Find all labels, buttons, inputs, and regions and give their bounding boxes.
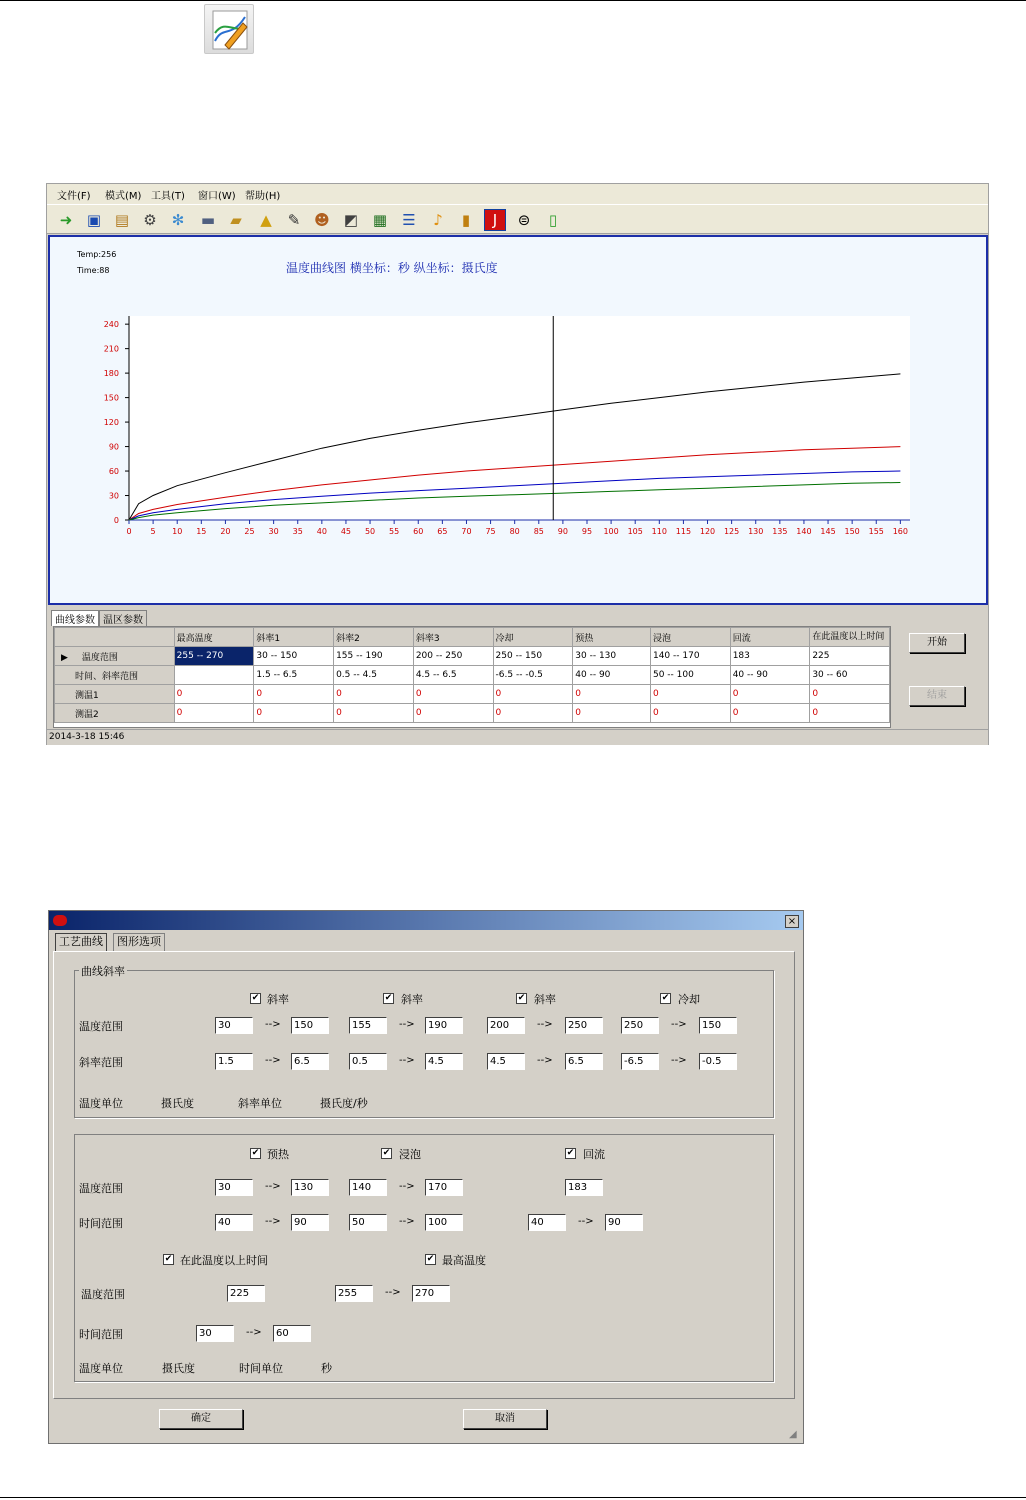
slope2-checkbox[interactable]: ✔ xyxy=(384,993,393,1003)
table-cell[interactable]: 0 xyxy=(334,685,414,704)
table-header-cell: 斜率3 xyxy=(413,628,493,647)
temp-unit-value: 摄氏度 xyxy=(161,1097,194,1110)
x-tick-label: 10 xyxy=(172,527,183,536)
fan-icon[interactable]: ✻ xyxy=(171,210,185,229)
slope3-temp-from[interactable]: 200 xyxy=(487,1017,525,1034)
table-header-cell: 浸泡 xyxy=(650,628,730,647)
table-cell[interactable]: 30 -- 130 xyxy=(573,647,651,666)
arrow: --> xyxy=(537,1055,553,1066)
group-title: 曲线斜率 xyxy=(81,965,125,978)
y-tick-label: 60 xyxy=(108,467,119,477)
table-cell[interactable]: 155 -- 190 xyxy=(334,647,414,666)
temp-unit-label: 温度单位 xyxy=(79,1362,123,1375)
x-tick-label: 55 xyxy=(389,527,400,536)
table-row[interactable] xyxy=(55,685,890,704)
chain-icon[interactable]: ⊜ xyxy=(517,210,531,229)
monitor-icon[interactable]: ▦ xyxy=(372,210,388,229)
temp-unit-value: 摄氏度 xyxy=(162,1362,195,1375)
x-tick-label: 35 xyxy=(292,527,303,536)
cooling-label: 冷却 xyxy=(678,993,700,1006)
temperature-chart-panel xyxy=(48,235,988,605)
max-temp-to[interactable]: 270 xyxy=(412,1285,450,1302)
preheat-time-to[interactable]: 90 xyxy=(291,1214,329,1231)
table-cell[interactable]: 50 -- 100 xyxy=(650,666,730,685)
table-row[interactable] xyxy=(55,704,890,723)
menu-tools[interactable]: 工具(T) xyxy=(151,191,185,202)
slope1-temp-from[interactable]: 30 xyxy=(215,1017,253,1034)
table-header-cell: 冷却 xyxy=(493,628,573,647)
table-cell[interactable]: 255 -- 270 xyxy=(174,647,254,666)
printer-icon[interactable]: ▬ xyxy=(200,210,216,229)
table-cell[interactable]: 30 -- 150 xyxy=(254,647,334,666)
above-time-from[interactable]: 30 xyxy=(196,1325,234,1342)
x-tick-label: 70 xyxy=(461,527,472,536)
file-open-icon[interactable]: ▤ xyxy=(114,210,130,229)
slope1-label: 斜率 xyxy=(267,993,289,1006)
app-window xyxy=(46,183,989,745)
param-table xyxy=(54,627,890,723)
cooling-temp-from[interactable]: 250 xyxy=(621,1017,659,1034)
table-cell[interactable]: 250 -- 150 xyxy=(493,647,573,666)
page-top-rule xyxy=(0,0,1026,1)
x-tick-label: 90 xyxy=(557,527,568,536)
max-temp-from[interactable]: 255 xyxy=(335,1285,373,1302)
x-tick-label: 125 xyxy=(723,527,740,536)
preheat-temp-from[interactable]: 30 xyxy=(215,1179,253,1196)
x-tick-label: 80 xyxy=(509,527,520,536)
x-tick-label: 85 xyxy=(533,527,544,536)
x-tick-label: 100 xyxy=(603,527,619,536)
y-tick-label: 240 xyxy=(103,320,119,330)
x-tick-label: 5 xyxy=(150,527,156,536)
x-tick-label: 145 xyxy=(820,527,836,536)
x-tick-label: 30 xyxy=(268,527,279,536)
slope3-label: 斜率 xyxy=(534,993,556,1006)
status-bar: 2014-3-18 15:46 xyxy=(47,729,988,745)
table-cell[interactable] xyxy=(174,666,254,685)
resize-grip-icon[interactable]: ◢ xyxy=(789,1429,797,1440)
preheat-label: 预热 xyxy=(267,1148,289,1161)
table-cell[interactable]: 0 xyxy=(810,685,890,704)
curve-slope-group xyxy=(74,965,774,1118)
table-cell[interactable]: 0 xyxy=(650,685,730,704)
reflow-time-to[interactable]: 90 xyxy=(605,1214,643,1231)
battery-icon[interactable]: ▯ xyxy=(548,210,558,229)
table-cell[interactable]: 0 xyxy=(334,704,414,723)
table-header-cell: 斜率2 xyxy=(334,628,414,647)
logo-jt-icon[interactable]: J xyxy=(484,209,506,231)
y-tick-label: 90 xyxy=(108,442,119,452)
table-cell[interactable]: 200 -- 250 xyxy=(413,647,493,666)
max-temp-checkbox[interactable]: ✔ xyxy=(426,1254,435,1264)
above-temp-value[interactable]: 225 xyxy=(227,1285,265,1302)
table-cell[interactable]: 225 xyxy=(810,647,890,666)
x-tick-label: 25 xyxy=(244,527,255,536)
x-tick-label: 115 xyxy=(675,527,692,536)
cooling-checkbox[interactable]: ✔ xyxy=(661,993,670,1003)
settings-gear-icon[interactable]: ⚙ xyxy=(143,210,157,229)
tab-process-curve[interactable]: 工艺曲线 xyxy=(55,933,107,951)
soak-temp-to[interactable]: 170 xyxy=(425,1179,463,1196)
arrow: --> xyxy=(399,1055,415,1066)
table-cell[interactable]: 183 xyxy=(730,647,810,666)
tab-graph-options[interactable]: 图形选项 xyxy=(113,933,165,951)
slope2-rate-from[interactable]: 0.5 xyxy=(349,1053,387,1070)
arrow: --> xyxy=(246,1327,262,1338)
notebook-icon[interactable]: ▮ xyxy=(461,210,471,229)
x-tick-label: 15 xyxy=(196,527,207,536)
temp-range-label: 温度范围 xyxy=(79,1182,123,1195)
arrow: --> xyxy=(537,1019,553,1030)
y-tick-label: 120 xyxy=(103,418,119,428)
chart-title: 温度曲线图 横坐标：秒 纵坐标：摄氏度 xyxy=(286,261,498,275)
dialog-title-bar[interactable] xyxy=(49,911,803,930)
x-tick-label: 50 xyxy=(364,527,376,536)
slope3-temp-to[interactable]: 250 xyxy=(565,1017,603,1034)
slope1-checkbox[interactable]: ✔ xyxy=(251,993,260,1003)
exit-icon[interactable]: ➜ xyxy=(59,210,73,229)
table-cell[interactable]: 0 xyxy=(730,685,810,704)
bottom-tab-row xyxy=(47,608,988,626)
x-tick-label: 75 xyxy=(485,527,496,536)
table-row[interactable] xyxy=(55,647,890,666)
table-header-cell: 预热 xyxy=(573,628,651,647)
x-tick-label: 60 xyxy=(413,527,424,536)
table-header-cell xyxy=(55,628,175,647)
row-header-label: 温度范围 xyxy=(81,652,118,663)
slope3-rate-from[interactable]: 4.5 xyxy=(487,1053,525,1070)
toolbar xyxy=(47,204,988,234)
table-cell[interactable]: 0 xyxy=(573,685,651,704)
arrow: --> xyxy=(265,1019,281,1030)
slope1-rate-from[interactable]: 1.5 xyxy=(215,1053,253,1070)
cooling-rate-to[interactable]: -0.5 xyxy=(699,1053,737,1070)
table-cell[interactable]: 0 xyxy=(254,704,334,723)
slope1-temp-to[interactable]: 150 xyxy=(291,1017,329,1034)
arrow: --> xyxy=(265,1181,281,1192)
x-tick-label: 120 xyxy=(699,527,716,536)
page-bottom-rule xyxy=(0,1497,1026,1498)
table-cell[interactable]: 40 -- 90 xyxy=(573,666,651,685)
table-cell[interactable]: 0 xyxy=(413,685,493,704)
process-curve-dialog xyxy=(48,910,804,1444)
arrow: --> xyxy=(578,1216,594,1227)
param-grid xyxy=(53,626,891,728)
above-temp-label: 在此温度以上时间 xyxy=(180,1254,268,1267)
preheat-time-from[interactable]: 40 xyxy=(215,1214,253,1231)
x-tick-label: 45 xyxy=(340,527,352,536)
table-cell[interactable]: 0 xyxy=(413,704,493,723)
slope-range-label: 斜率范围 xyxy=(79,1056,123,1069)
slope3-checkbox[interactable]: ✔ xyxy=(517,993,526,1003)
x-tick-label: 105 xyxy=(627,527,643,536)
soak-label: 浸泡 xyxy=(399,1148,421,1161)
x-tick-label: 20 xyxy=(220,527,231,536)
reflow-temp[interactable]: 183 xyxy=(565,1179,603,1196)
temp-range-label: 温度范围 xyxy=(79,1020,123,1033)
row-marker: ▶ xyxy=(61,652,68,663)
table-row[interactable] xyxy=(55,666,890,685)
table-cell[interactable]: 0 xyxy=(730,704,810,723)
alarm-bell-icon[interactable]: ♪ xyxy=(433,210,443,229)
x-tick-label: 40 xyxy=(316,527,327,536)
table-cell[interactable]: 0 xyxy=(810,704,890,723)
save-icon[interactable]: ▣ xyxy=(86,210,102,229)
slope2-rate-to[interactable]: 4.5 xyxy=(425,1053,463,1070)
x-tick-label: 150 xyxy=(844,527,860,536)
dialog-tab-panel xyxy=(53,951,795,1399)
stop-button[interactable]: 结束 xyxy=(909,686,965,706)
temp-readout: Temp:256 xyxy=(77,250,117,259)
users-icon[interactable]: ☻ xyxy=(314,210,330,229)
plot-area xyxy=(129,316,910,520)
y-tick-label: 150 xyxy=(103,393,119,403)
cancel-button[interactable]: 取消 xyxy=(463,1409,547,1429)
table-cell[interactable]: 0 xyxy=(493,685,573,704)
slope-unit-label: 斜率单位 xyxy=(238,1097,282,1110)
y-tick-label: 0 xyxy=(113,516,119,525)
temp-range-label: 温度范围 xyxy=(81,1288,125,1301)
lock-icon[interactable]: ▲ xyxy=(260,210,272,229)
y-tick-label: 180 xyxy=(103,369,119,379)
temperature-curve-chart xyxy=(50,237,986,603)
time-unit-value: 秒 xyxy=(321,1362,332,1375)
soak-temp-from[interactable]: 140 xyxy=(349,1179,387,1196)
x-tick-label: 130 xyxy=(748,527,764,536)
row-header-label: 测温2 xyxy=(55,704,175,723)
curve-edit-icon[interactable]: ◩ xyxy=(343,210,359,229)
x-tick-label: 155 xyxy=(868,527,884,536)
row-header-label: 时间、斜率范围 xyxy=(55,666,175,685)
y-tick-label: 30 xyxy=(108,491,119,501)
table-cell[interactable]: 4.5 -- 6.5 xyxy=(413,666,493,685)
arrow: --> xyxy=(265,1055,281,1066)
slope2-temp-to[interactable]: 190 xyxy=(425,1017,463,1034)
slope2-label: 斜率 xyxy=(401,993,423,1006)
app-logo-icon xyxy=(53,915,67,926)
slope3-rate-to[interactable]: 6.5 xyxy=(565,1053,603,1070)
table-cell[interactable]: 1.5 -- 6.5 xyxy=(254,666,334,685)
cooling-temp-to[interactable]: 150 xyxy=(699,1017,737,1034)
tab-curve-params[interactable]: 曲线参数 xyxy=(51,610,99,626)
cooling-rate-from[interactable]: -6.5 xyxy=(621,1053,659,1070)
wrench-icon[interactable]: ✎ xyxy=(287,210,301,229)
x-tick-label: 140 xyxy=(796,527,812,536)
slope1-rate-to[interactable]: 6.5 xyxy=(291,1053,329,1070)
table-cell[interactable]: 140 -- 170 xyxy=(650,647,730,666)
time-range-label: 时间范围 xyxy=(79,1217,123,1230)
table-cell[interactable]: 0 xyxy=(650,704,730,723)
above-time-to[interactable]: 60 xyxy=(273,1325,311,1342)
time-readout: Time:88 xyxy=(77,266,110,275)
table-cell[interactable]: 0 xyxy=(573,704,651,723)
table-cell[interactable]: 0 xyxy=(174,685,254,704)
table-header-cell: 在此温度以上时间 xyxy=(810,628,890,647)
table-cell[interactable]: 40 -- 90 xyxy=(730,666,810,685)
reflow-checkbox[interactable]: ✔ xyxy=(566,1148,575,1158)
arrow: --> xyxy=(399,1181,415,1192)
soak-time-to[interactable]: 100 xyxy=(425,1214,463,1231)
x-tick-label: 95 xyxy=(581,527,593,536)
table-header-cell: 斜率1 xyxy=(254,628,334,647)
table-cell[interactable]: 0 xyxy=(174,704,254,723)
close-button[interactable]: × xyxy=(785,915,799,928)
table-header-row xyxy=(55,628,890,647)
arrow: --> xyxy=(671,1019,687,1030)
reflow-time-from[interactable]: 40 xyxy=(528,1214,566,1231)
arrow: --> xyxy=(399,1019,415,1030)
table-cell[interactable]: 0 xyxy=(493,704,573,723)
x-tick-label: 135 xyxy=(772,527,788,536)
zone-group xyxy=(74,1134,774,1382)
x-tick-label: 110 xyxy=(651,527,667,536)
menu-bar xyxy=(47,184,988,204)
row-header-label: 测温1 xyxy=(55,685,175,704)
x-tick-label: 0 xyxy=(126,527,132,536)
slope-unit-value: 摄氏度/秒 xyxy=(320,1097,368,1110)
ok-button[interactable]: 确定 xyxy=(159,1409,243,1429)
soak-checkbox[interactable]: ✔ xyxy=(382,1148,391,1158)
time-range-label: 时间范围 xyxy=(79,1328,123,1341)
x-tick-label: 65 xyxy=(437,527,448,536)
max-temp-label: 最高温度 xyxy=(442,1254,486,1267)
arrow: --> xyxy=(265,1216,281,1227)
arrow: --> xyxy=(671,1055,687,1066)
start-button[interactable]: 开始 xyxy=(909,633,965,653)
table-cell[interactable]: -6.5 -- -0.5 xyxy=(493,666,573,685)
folder-icon[interactable]: ▰ xyxy=(230,210,242,229)
slope2-temp-from[interactable]: 155 xyxy=(349,1017,387,1034)
above-temp-checkbox[interactable]: ✔ xyxy=(164,1254,173,1264)
soak-time-from[interactable]: 50 xyxy=(349,1214,387,1231)
menu-help[interactable]: 帮助(H) xyxy=(245,191,281,202)
table-cell[interactable]: 30 -- 60 xyxy=(810,666,890,685)
arrow: --> xyxy=(385,1287,401,1298)
table-cell[interactable]: 0 xyxy=(254,685,334,704)
row-header xyxy=(55,647,175,666)
time-unit-label: 时间单位 xyxy=(239,1362,283,1375)
curve-editor-icon xyxy=(204,4,254,54)
menu-file[interactable]: 文件(F) xyxy=(57,191,91,202)
table-cell[interactable]: 0.5 -- 4.5 xyxy=(334,666,414,685)
temp-unit-label: 温度单位 xyxy=(79,1097,123,1110)
arrow: --> xyxy=(399,1216,415,1227)
menu-mode[interactable]: 模式(M) xyxy=(105,191,142,202)
list-icon[interactable]: ☰ xyxy=(402,210,416,229)
y-tick-label: 210 xyxy=(103,344,119,354)
table-header-cell: 回流 xyxy=(730,628,810,647)
preheat-checkbox[interactable]: ✔ xyxy=(251,1148,260,1158)
reflow-label: 回流 xyxy=(583,1148,605,1161)
x-tick-label: 160 xyxy=(892,527,908,536)
table-header-cell: 最高温度 xyxy=(174,628,254,647)
tab-zone-params[interactable]: 温区参数 xyxy=(99,610,147,626)
preheat-temp-to[interactable]: 130 xyxy=(291,1179,329,1196)
menu-window[interactable]: 窗口(W) xyxy=(198,191,236,202)
